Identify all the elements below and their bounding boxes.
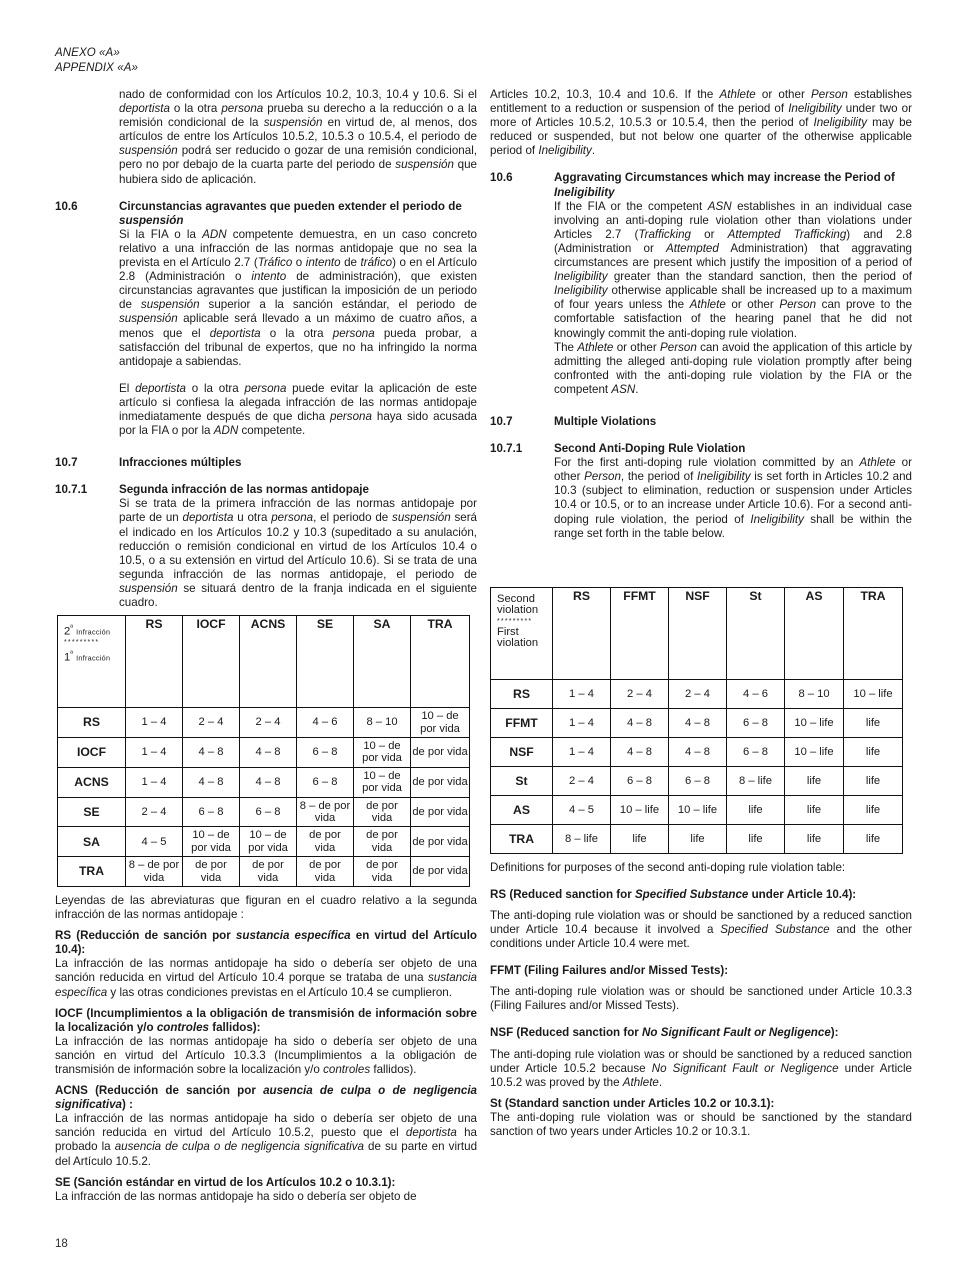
- table-cell: de por vida: [411, 797, 470, 827]
- table-cell: 1 – 4: [126, 737, 183, 767]
- table-cell: de por vida: [354, 857, 411, 887]
- section-10-6-es: [55, 200, 477, 439]
- section-heading-10-6-es: Circunstancias agravantes que pueden extender el periodo de suspensión: [119, 199, 462, 227]
- definition-body-st-en: The anti-doping rule violation was or should be sanctioned by the standard sanction of two years under Articles 10.2 or 10.3.1.: [490, 1110, 912, 1139]
- corner-first-line2-en: violation: [497, 637, 539, 650]
- table-row: [58, 737, 470, 767]
- corner-second-line2-en: violation: [497, 604, 539, 617]
- section-10-7-1-es: [55, 483, 477, 610]
- table-cell: 1 – 4: [126, 767, 183, 797]
- table-cell: 6 – 8: [611, 766, 669, 795]
- definition-body-acns-es: La infracción de las normas antidopaje ha sido o debería ser objeto de una sanción reducida en virtud del Artículo 10.5.2, puesto que el deportista ha probado la ausencia de culpa o de negligencia significativa de su parte en virtud del Artículo 10.5.2.: [55, 1112, 478, 1168]
- table-cell: de por vida: [354, 797, 411, 827]
- section-number-10-7-en: 10.7: [490, 414, 513, 428]
- table-col-header: NSF: [669, 587, 727, 679]
- table-cell: de por vida: [183, 857, 240, 887]
- table-cell: de por vida: [411, 857, 470, 887]
- table-cell: de por vida: [411, 767, 470, 797]
- table-row: [491, 795, 903, 824]
- section-heading-10-7-es: Infracciones múltiples: [119, 456, 242, 470]
- table-cell: 4 – 8: [611, 708, 669, 737]
- section-body-10-7-1-en: For the first anti-doping rule violation committed by an Athlete or other Person, the period of Ineligibility is set forth in Articles 10.2 and 10.3 (subject to elimination, reduction or suspension under Articles 10.4 or 10.5, or to an increase under Article 10.6). For a second anti-doping rule violation, the period of Ineligibility shall be within the range set forth in the table below.: [554, 456, 913, 540]
- table-cell: life: [844, 766, 903, 795]
- section-heading-10-7-1-en: Second Anti-Doping Rule Violation: [554, 442, 746, 456]
- table-row: [58, 797, 470, 827]
- table-cell: 10 – life: [785, 737, 844, 766]
- section-body-10-6-es-1: Si la FIA o la ADN competente demuestra, en un caso concreto relativo a una infracción de las normas antidopaje que no sea la prevista en el Artículo 2.7 (Tráfico o intento de tráfico) o en el Artículo 2.8 (Administración o intento de administración), que existen circunstancias agravantes que justifican la imposición de un periodo de suspensión superior a la sanción estándar, el periodo de suspensión aplicable será llevado a un máximo de cuatro años, a menos que el deportista o la otra persona pueda probar, a satisfacción del tribunal de expertos, que no ha infringido la norma antidopaje a sabiendas.: [119, 227, 478, 368]
- table-cell: 1 – 4: [553, 708, 611, 737]
- table-cell: life: [844, 824, 903, 853]
- second-violation-table-wrapper-es: [57, 615, 477, 887]
- table-row-header: SE: [58, 797, 126, 827]
- definition-head-rs-en: RS (Reduced sanction for Specified Substance under Article 10.4):: [490, 887, 857, 901]
- table-col-header: RS: [126, 616, 183, 708]
- table-row-header: NSF: [491, 737, 553, 766]
- table-head-row: [58, 616, 470, 708]
- section-number-10-6-es: 10.6: [55, 199, 78, 213]
- table-row: [491, 708, 903, 737]
- corner-first-num: 1: [64, 652, 71, 665]
- table-row: [491, 679, 903, 708]
- table-cell: 10 – life: [844, 679, 903, 708]
- table-cell: 6 – 8: [183, 797, 240, 827]
- section-10-7-1-en: [490, 442, 912, 541]
- table-col-header: TRA: [844, 587, 903, 679]
- table-row: [58, 767, 470, 797]
- table-cell: de por vida: [354, 827, 411, 857]
- table-cell: life: [727, 795, 785, 824]
- table-cell: 4 – 8: [240, 767, 297, 797]
- table-cell: 10 – de por vida: [411, 708, 470, 738]
- definitions-intro-es: Leyendas de las abreviaturas que figuran en el cuadro relativo a la segunda infracción de las normas antidopaje :: [55, 893, 477, 922]
- table-cell: de por vida: [240, 857, 297, 887]
- table-cell: 10 – de por vida: [183, 827, 240, 857]
- corner-second-word: Infracción: [76, 627, 111, 637]
- definition-head-rs-es: RS (Reducción de sanción por sustancia específica en virtud del Artículo 10.4):: [55, 929, 478, 957]
- running-head: [55, 46, 138, 75]
- corner-first-word: Infracción: [76, 654, 111, 664]
- definition-body-ffmt-en: The anti-doping rule violation was or should be sanctioned under Article 10.3.3 (Filing Failures and/or Missed Tests).: [490, 985, 912, 1013]
- table-cell: 6 – 8: [297, 767, 354, 797]
- table-cell: 6 – 8: [297, 737, 354, 767]
- table-cell: 1 – 4: [553, 679, 611, 708]
- table-col-header: ACNS: [240, 616, 297, 708]
- table-row: [491, 737, 903, 766]
- corner-first-sup: ª: [70, 649, 73, 659]
- table-row-header: AS: [491, 795, 553, 824]
- table-row: [58, 708, 470, 738]
- table-cell: life: [785, 795, 844, 824]
- section-number-10-7-es: 10.7: [55, 456, 78, 470]
- table-col-header: SE: [297, 616, 354, 708]
- section-body-10-6-en-1: If the FIA or the competent ASN establishes in an individual case involving an anti-doping rule violation other than violations under Articles 2.7 (Trafficking or Attempted Trafficking) and 2.8 (Administration or Attempted Administration) that aggravating circumstances are present which justify the imposition of a period of Ineligibility greater than the standard sanction, then the period of Ineligibility otherwise applicable shall be increased up to a maximum of four years unless the Athlete or other Person can prove to the comfortable satisfaction of the hearing panel that he did not knowingly commit the anti-doping rule violation.: [554, 199, 913, 340]
- table-cell: 8 – 10: [354, 708, 411, 738]
- table-cell: 4 – 5: [553, 795, 611, 824]
- table-cell: 8 – de por vida: [126, 857, 183, 887]
- corner-second-sup: ª: [70, 623, 73, 633]
- table-cell: life: [844, 737, 903, 766]
- table-cell: 4 – 6: [727, 679, 785, 708]
- table-row-header: RS: [58, 708, 126, 738]
- table-cell: life: [727, 824, 785, 853]
- definition-head-ffmt-en: FFMT (Filing Failures and/or Missed Tests):: [490, 964, 729, 978]
- table-cell: life: [785, 824, 844, 853]
- corner-stars-en: *********: [497, 617, 533, 625]
- table-cell: life: [669, 824, 727, 853]
- table-cell: 6 – 8: [240, 797, 297, 827]
- section-10-7-es: [55, 456, 477, 470]
- section-10-6-en: [490, 171, 912, 397]
- table-cell: 8 – life: [727, 766, 785, 795]
- table-cell: 10 – de por vida: [354, 737, 411, 767]
- running-head-line-es: ANEXO «A»: [55, 47, 120, 59]
- continued-paragraph-en: Articles 10.2, 10.3, 10.4 and 10.6. If the Athlete or other Person establishes entitlement to a reduction or suspension of the period of Ineligibility under two or more of Articles 10.5.2, 10.5.3 or 10.5.4, then the period of Ineligibility may be reduced or suspended, but not below one quarter of the otherwise applicable period of Ineligibility.: [490, 88, 912, 158]
- table-row-header: SA: [58, 827, 126, 857]
- table-col-header: St: [727, 587, 785, 679]
- definition-body-rs-en: The anti-doping rule violation was or should be sanctioned by a reduced sanction under Article 10.4 because it involved a Specified Substance and the other conditions under Article 10.4 were met.: [490, 908, 913, 951]
- definition-body-iocf-es: La infracción de las normas antidopaje ha sido o debería ser objeto de una sanción en virtud del Artículo 10.3.3 (Incumplimientos a la obligación de transmisión de información sobre la localización y/o controles fallidos).: [55, 1034, 477, 1076]
- corner-first-line1-en: First: [497, 625, 519, 638]
- table-row: [58, 827, 470, 857]
- section-heading-10-7-1-es: Segunda infracción de las normas antidopaje: [119, 483, 369, 497]
- table-row: [58, 857, 470, 887]
- second-violation-table-en: [490, 587, 903, 854]
- table-col-header: SA: [354, 616, 411, 708]
- table-cell: 2 – 4: [126, 797, 183, 827]
- section-10-7-en: [490, 415, 912, 429]
- second-violation-table-es: [57, 615, 470, 887]
- table-cell: 4 – 8: [183, 737, 240, 767]
- table-cell: 4 – 8: [240, 737, 297, 767]
- section-heading-10-6-en: Aggravating Circumstances which may increase the Period of Ineligibility: [554, 171, 895, 199]
- table-col-header: FFMT: [611, 587, 669, 679]
- table-row: [491, 824, 903, 853]
- corner-stars-es: *********: [64, 639, 100, 647]
- table-cell: 10 – life: [785, 708, 844, 737]
- table-row-header: St: [491, 766, 553, 795]
- section-number-10-7-1-en: 10.7.1: [490, 442, 523, 456]
- table-cell: 2 – 4: [611, 679, 669, 708]
- table-cell: 6 – 8: [727, 737, 785, 766]
- table-cell: 1 – 4: [553, 737, 611, 766]
- definition-head-nsf-en: NSF (Reduced sanction for No Significant Fault or Negligence):: [490, 1026, 839, 1040]
- table-cell: 2 – 4: [553, 766, 611, 795]
- table-cell: 4 – 8: [183, 767, 240, 797]
- table-cell: 4 – 6: [297, 708, 354, 738]
- table-cell: life: [785, 766, 844, 795]
- table-cell: 8 – de por vida: [297, 797, 354, 827]
- definitions-intro-en: Definitions for purposes of the second anti-doping rule violation table:: [490, 860, 846, 874]
- table-cell: life: [611, 824, 669, 853]
- section-body-10-6-es-2: El deportista o la otra persona puede evitar la aplicación de este artículo si confiesa la alegada infracción de las normas antidopaje inmediatamente después de que dicha persona haya sido acusada por la FIA o por la ADN competente.: [119, 381, 478, 438]
- table-row-header: RS: [491, 679, 553, 708]
- table-cell: de por vida: [411, 827, 470, 857]
- definition-head-st-en: St (Standard sanction under Articles 10.2 or 10.3.1):: [490, 1096, 775, 1110]
- table-row: [491, 766, 903, 795]
- table-cell: 10 – life: [611, 795, 669, 824]
- table-cell: 10 – life: [669, 795, 727, 824]
- table-cell: life: [844, 708, 903, 737]
- table-row-header: FFMT: [491, 708, 553, 737]
- table-col-header: TRA: [411, 616, 470, 708]
- table-col-header: AS: [785, 587, 844, 679]
- section-heading-10-7-en: Multiple Violations: [554, 414, 657, 428]
- corner-second-line1-en: Second: [497, 592, 535, 605]
- table-cell: de por vida: [297, 827, 354, 857]
- table-cell: 2 – 4: [240, 708, 297, 738]
- table-cell: 2 – 4: [183, 708, 240, 738]
- table-cell: 1 – 4: [126, 708, 183, 738]
- table-cell: 2 – 4: [669, 679, 727, 708]
- table-cell: 8 – 10: [785, 679, 844, 708]
- table-cell: 10 – de por vida: [354, 767, 411, 797]
- table-row-header: TRA: [58, 857, 126, 887]
- page-number: 18: [55, 1238, 68, 1250]
- section-body-10-6-en-2: The Athlete or other Person can avoid the application of this article by admitting the alleged anti-doping rule violation promptly after being confronted with the anti-doping rule violation by the FIA or the competent ASN.: [554, 340, 912, 396]
- second-violation-table-wrapper-en: [490, 587, 912, 854]
- table-cell: 6 – 8: [669, 766, 727, 795]
- definition-body-se-es: La infracción de las normas antidopaje ha sido o debería ser objeto de: [55, 1189, 417, 1203]
- definition-body-nsf-en: The anti-doping rule violation was or should be sanctioned by a reduced sanction under Article 10.5.2 because No Significant Fault or Negligence under Article 10.5.2 was proved by the Athlete.: [490, 1047, 912, 1089]
- table-cell: 4 – 8: [611, 737, 669, 766]
- definition-head-se-es: SE (Sanción estándar en virtud de los Artículos 10.2 o 10.3.1):: [55, 1175, 396, 1189]
- table-cell: 4 – 8: [669, 737, 727, 766]
- corner-first-violation-es: [64, 648, 121, 664]
- table-head-row: [491, 587, 903, 679]
- table-row-header: IOCF: [58, 737, 126, 767]
- corner-second-violation-es: [64, 622, 121, 638]
- continued-paragraph-es: nado de conformidad con los Artículos 10.2, 10.3, 10.4 y 10.6. Si el deportista o la otra persona prueba su derecho a la reducción o a la remisión condicional de la suspensión en virtud de, al menos, dos artículos de entre los Artículos 10.5.2, 10.5.3 o 10.5.4, el periodo de suspensión podrá ser reducido o gozar de una remisión condicional, pero no por debajo de la cuarta parte del periodo de suspensión que hubiera sido de aplicación.: [119, 88, 478, 186]
- column-spanish: [55, 88, 477, 1204]
- table-col-header: IOCF: [183, 616, 240, 708]
- table-cell: life: [844, 795, 903, 824]
- running-head-line-en: APPENDIX «A»: [55, 61, 139, 74]
- table-cell: 10 – de por vida: [240, 827, 297, 857]
- definition-body-rs-es: La infracción de las normas antidopaje ha sido o debería ser objeto de una sanción reducida en virtud del Artículo 10.4 porque se trataba de una sustancia específica y las otras condiciones previstas en el Artículo 10.4 se cumplieron.: [55, 957, 477, 999]
- table-cell: 4 – 8: [669, 708, 727, 737]
- table-cell: 6 – 8: [727, 708, 785, 737]
- corner-second-num: 2: [64, 625, 71, 638]
- table-col-header: RS: [553, 587, 611, 679]
- section-body-10-7-1-es: Si se trata de la primera infracción de las normas antidopaje por parte de un deportista u otra persona, el periodo de suspensión será el indicado en los Artículos 10.2 y 10.3 (supeditado a su anulación, reducción o remisión condicional en virtud de los Artículos 10.4 o 10.5, o a su extensión en virtud del Artículo 10.6). Si se trata de una segunda infracción de las normas antidopaje, el periodo de suspensión se situará dentro de la franja indicada en el siguiente cuadro.: [119, 497, 477, 609]
- table-cell: 4 – 5: [126, 827, 183, 857]
- definition-head-iocf-es: IOCF (Incumplimientos a la obligación de transmisión de información sobre la localización y/o controles fallidos):: [55, 1006, 477, 1034]
- table-cell: de por vida: [297, 857, 354, 887]
- section-number-10-7-1-es: 10.7.1: [55, 483, 88, 497]
- table-row-header: TRA: [491, 824, 553, 853]
- definition-head-acns-es: ACNS (Reducción de sanción por ausencia de culpa o de negligencia significativa) :: [55, 1084, 477, 1112]
- table-cell: 8 – life: [553, 824, 611, 853]
- section-number-10-6-en: 10.6: [490, 171, 513, 185]
- table-corner-cell-en: [491, 587, 553, 679]
- column-english: [490, 88, 912, 1139]
- table-corner-cell-es: [58, 616, 126, 708]
- table-row-header: ACNS: [58, 767, 126, 797]
- table-cell: de por vida: [411, 737, 470, 767]
